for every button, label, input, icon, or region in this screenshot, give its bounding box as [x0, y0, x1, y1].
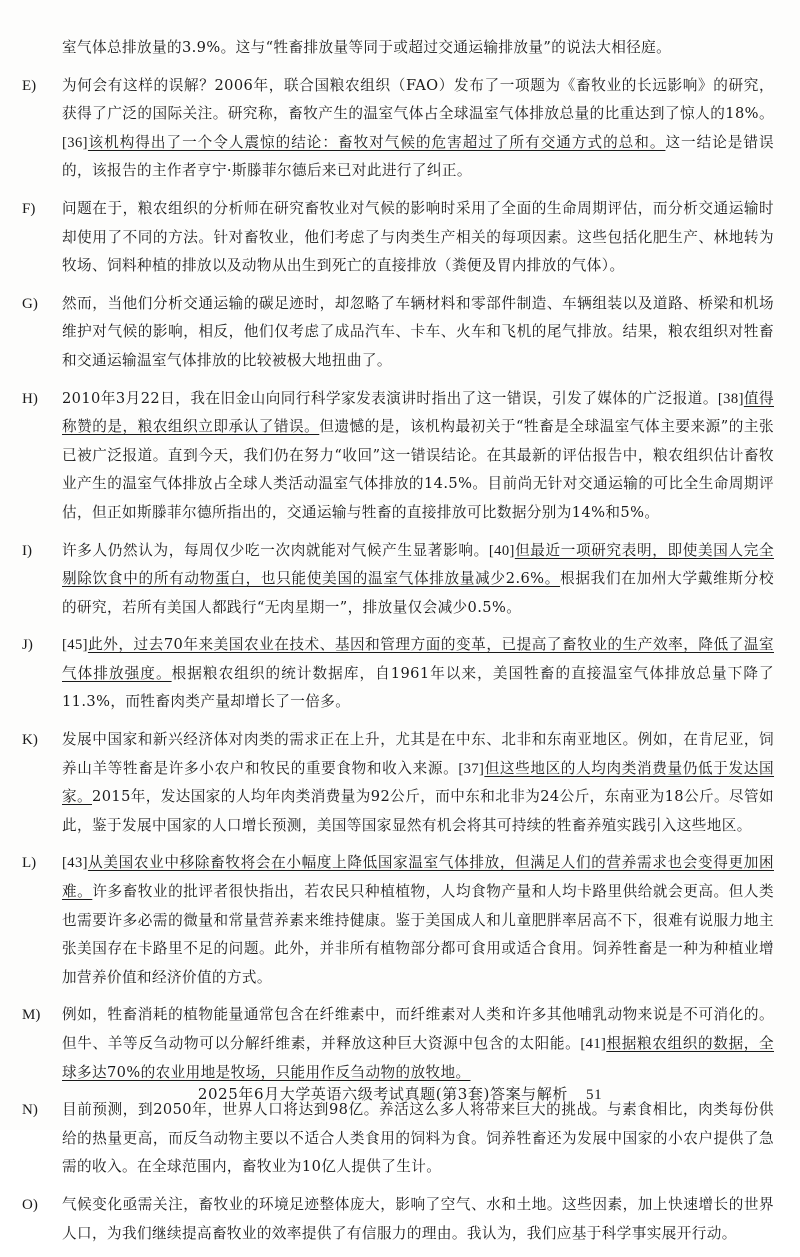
underlined-answer: 从美国农业中移除畜牧将会在小幅度上降低国家温室气体排放，但满足人们的营养需求也会变得更加困难。: [62, 854, 774, 901]
underlined-answer: 该机构得出了一个令人震惊的结论：畜牧对气候的危害超过了所有交通方式的总和。: [87, 133, 666, 151]
paragraph-text: 例如，牲畜消耗的植物能量通常包含在纤维素中，而纤维素对人类和许多其他哺乳动物来说是不可消化的。但牛、羊等反刍动物可以分解纤维素，并释放这种巨大资源中包含的太阳能。: [62, 1006, 774, 1052]
paragraph-M: [22, 1001, 774, 1087]
paragraph-text: 但遗憾的是，该机构最初关于“牲畜是全球温室气体主要来源”的主张已被广泛报道。直到今天，我们仍在努力“收回”这一错误结论。在其最新的评估报告中，粮农组织估计畜牧业产生的温室气体排放占全球人类活动温室气体排放的14.5%。目前尚无针对交通运输的可比全生命周期评估，但正如斯滕菲尔德所指出的，交通运输与牲畜的直接排放可比数据分别为14%和5%。: [62, 418, 774, 521]
paragraph-text: 许多畜牧业的批评者很快指出，若农民只种植植物，人均食物产量和人均卡路里供给就会更高。但人类也需要许多必需的微量和常量营养素来维持健康。鉴于美国成人和儿童肥胖率居高不下，很难有说服力地主张美国存在卡路里不足的问题。此外，并非所有植物部分都可食用或适合食用。饲养牲畜是一种为种植业增加营养价值和经济价值的方式。: [62, 883, 774, 986]
question-ref: [45]: [62, 637, 88, 654]
question-ref: [43]: [62, 855, 88, 872]
paragraph-text: 室气体总排放量的3.9%。这与“牲畜排放量等同于或超过交通运输排放量”的说法大相径庭。: [62, 39, 672, 56]
underlined-answer: 值得称赞的是，粮农组织立即承认了错误。: [62, 389, 774, 436]
question-ref: [41]: [580, 1036, 607, 1052]
paragraph-continuation: [22, 34, 774, 63]
paragraph-E: [22, 72, 774, 186]
question-ref: [38]: [717, 390, 744, 407]
paragraph-F: [22, 195, 774, 281]
paragraph-text: 目前预测，到2050年，世界人口将达到98亿。养活这么多人将带来巨大的挑战。与素食相比，肉类每份供给的热量更高，而反刍动物主要以不适合人类食用的饲料为食。饲养牲畜还为发展中国家的小农户提供了急需的收入。在全球范围内，畜牧业为10亿人提供了生计。: [62, 1101, 774, 1176]
paragraph-N: [22, 1096, 774, 1182]
underlined-answer: 但这些地区的人均肉类消费量仍低于发达国家。: [62, 759, 775, 806]
paragraph-letter: M): [22, 1007, 41, 1024]
paragraph-text: 问题在于，粮农组织的分析师在研究畜牧业对气候的影响时采用了全面的生命周期评估，而分析交通运输时却使用了不同的方法。针对畜牧业，他们考虑了与肉类生产相关的每项因素。这些包括化肥生产、林地转为牧场、饲料种植的排放以及动物从出生到死亡的直接排放（粪便及胃内排放的气体）。: [62, 199, 774, 275]
underlined-answer: 但最近一项研究表明，即使美国人完全剔除饮食中的所有动物蛋白，也只能使美国的温室气体排放量减少2.6%。: [62, 541, 774, 588]
paragraph-text: 发展中国家和新兴经济体对肉类的需求正在上升，尤其是在中东、北非和东南亚地区。例如，在肯尼亚，饲养山羊等牲畜是许多小农户和牧民的重要食物和收入来源。: [62, 731, 774, 777]
paragraph-G: [22, 290, 774, 376]
footer-title: 2025年6月大学英语六级考试真题(第3套)答案与解析: [197, 1085, 568, 1103]
paragraph-letter: H): [22, 390, 38, 407]
paragraph-letter: N): [22, 1102, 38, 1119]
paragraph-text: 根据粮农组织的统计数据库，自1961年以来，美国牲畜的直接温室气体排放总量下降了11.3%，而牲畜肉类产量却增长了一倍多。: [62, 664, 774, 711]
paragraph-letter: I): [22, 542, 32, 559]
paragraph-text: 许多人仍然认为，每周仅少吃一次肉就能对气候产生显著影响。: [62, 541, 489, 559]
question-ref: [40]: [488, 542, 515, 559]
paragraph-L: [22, 849, 774, 992]
paragraph-text: 2015年，发达国家的人均年肉类消费量为92公斤，而中东和北非为24公斤，东南亚为18公斤。尽管如此，鉴于发展中国家的人口增长预测，美国等国家显然有机会将其可持续的牲畜养殖实践引入这些地区。: [62, 788, 774, 834]
paragraph-letter: K): [22, 732, 38, 749]
paragraph-text: 气候变化亟需关注，畜牧业的环境足迹整体庞大，影响了空气、水和土地。这些因素，加上快速增长的世界人口，为我们继续提高畜牧业的效率提供了有信服力的理由。我认为，我们应基于科学事实展开行动。: [62, 1195, 774, 1242]
paragraph-J: [22, 631, 774, 717]
paragraph-H: [22, 385, 774, 528]
paragraph-K: [22, 726, 774, 840]
page-footer: [0, 1083, 800, 1104]
paragraph-text: 这一结论是错误的，该报告的主作者亨宁·斯滕菲尔德后来已对此进行了纠正。: [62, 133, 774, 180]
paragraph-text: 2010年3月22日，我在旧金山向同行科学家发表演讲时指出了这一错误，引发了媒体的广泛报道。: [62, 389, 718, 407]
paragraph-text: 然而，当他们分析交通运输的碳足迹时，却忽略了车辆材料和零部件制造、车辆组装以及道路、桥梁和机场维护对气候的影响，相反，他们仅考虑了成品汽车、卡车、火车和飞机的尾气排放。结果，粮农组织对牲畜和交通运输温室气体排放的比较被极大地扭曲了。: [62, 294, 774, 369]
paragraph-letter: E): [22, 77, 37, 94]
paragraph-letter: G): [22, 295, 38, 312]
paragraph-letter: O): [22, 1196, 38, 1213]
paragraph-I: [22, 537, 774, 623]
paragraph-letter: L): [22, 855, 37, 872]
passage-body: [22, 34, 774, 1257]
page-number: 51: [585, 1087, 603, 1103]
underlined-answer: 根据粮农组织的数据，全球多达70%的农业用地是牧场，只能用作反刍动物的放牧地。: [62, 1035, 775, 1081]
question-ref: [36]: [62, 134, 88, 151]
paragraph-O: [22, 1191, 774, 1248]
paragraph-text: 根据我们在加州大学戴维斯分校的研究，若所有美国人都践行“无肉星期一”，排放量仅会减少0.5%。: [62, 570, 774, 616]
paragraph-letter: F): [22, 200, 36, 217]
underlined-answer: 此外，过去70年来美国农业在技术、基因和管理方面的变革，已提高了畜牧业的生产效率，降低了温室气体排放强度。: [62, 636, 774, 682]
paragraph-letter: J): [22, 637, 33, 654]
paragraph-text: 为何会有这样的误解？2006年，联合国粮农组织（FAO）发布了一项题为《畜牧业的长远影响》的研究，获得了广泛的国际关注。研究称，畜牧产生的温室气体占全球温室气体排放总量的比重达到了惊人的18%。: [62, 76, 774, 123]
question-ref: [37]: [458, 760, 485, 777]
